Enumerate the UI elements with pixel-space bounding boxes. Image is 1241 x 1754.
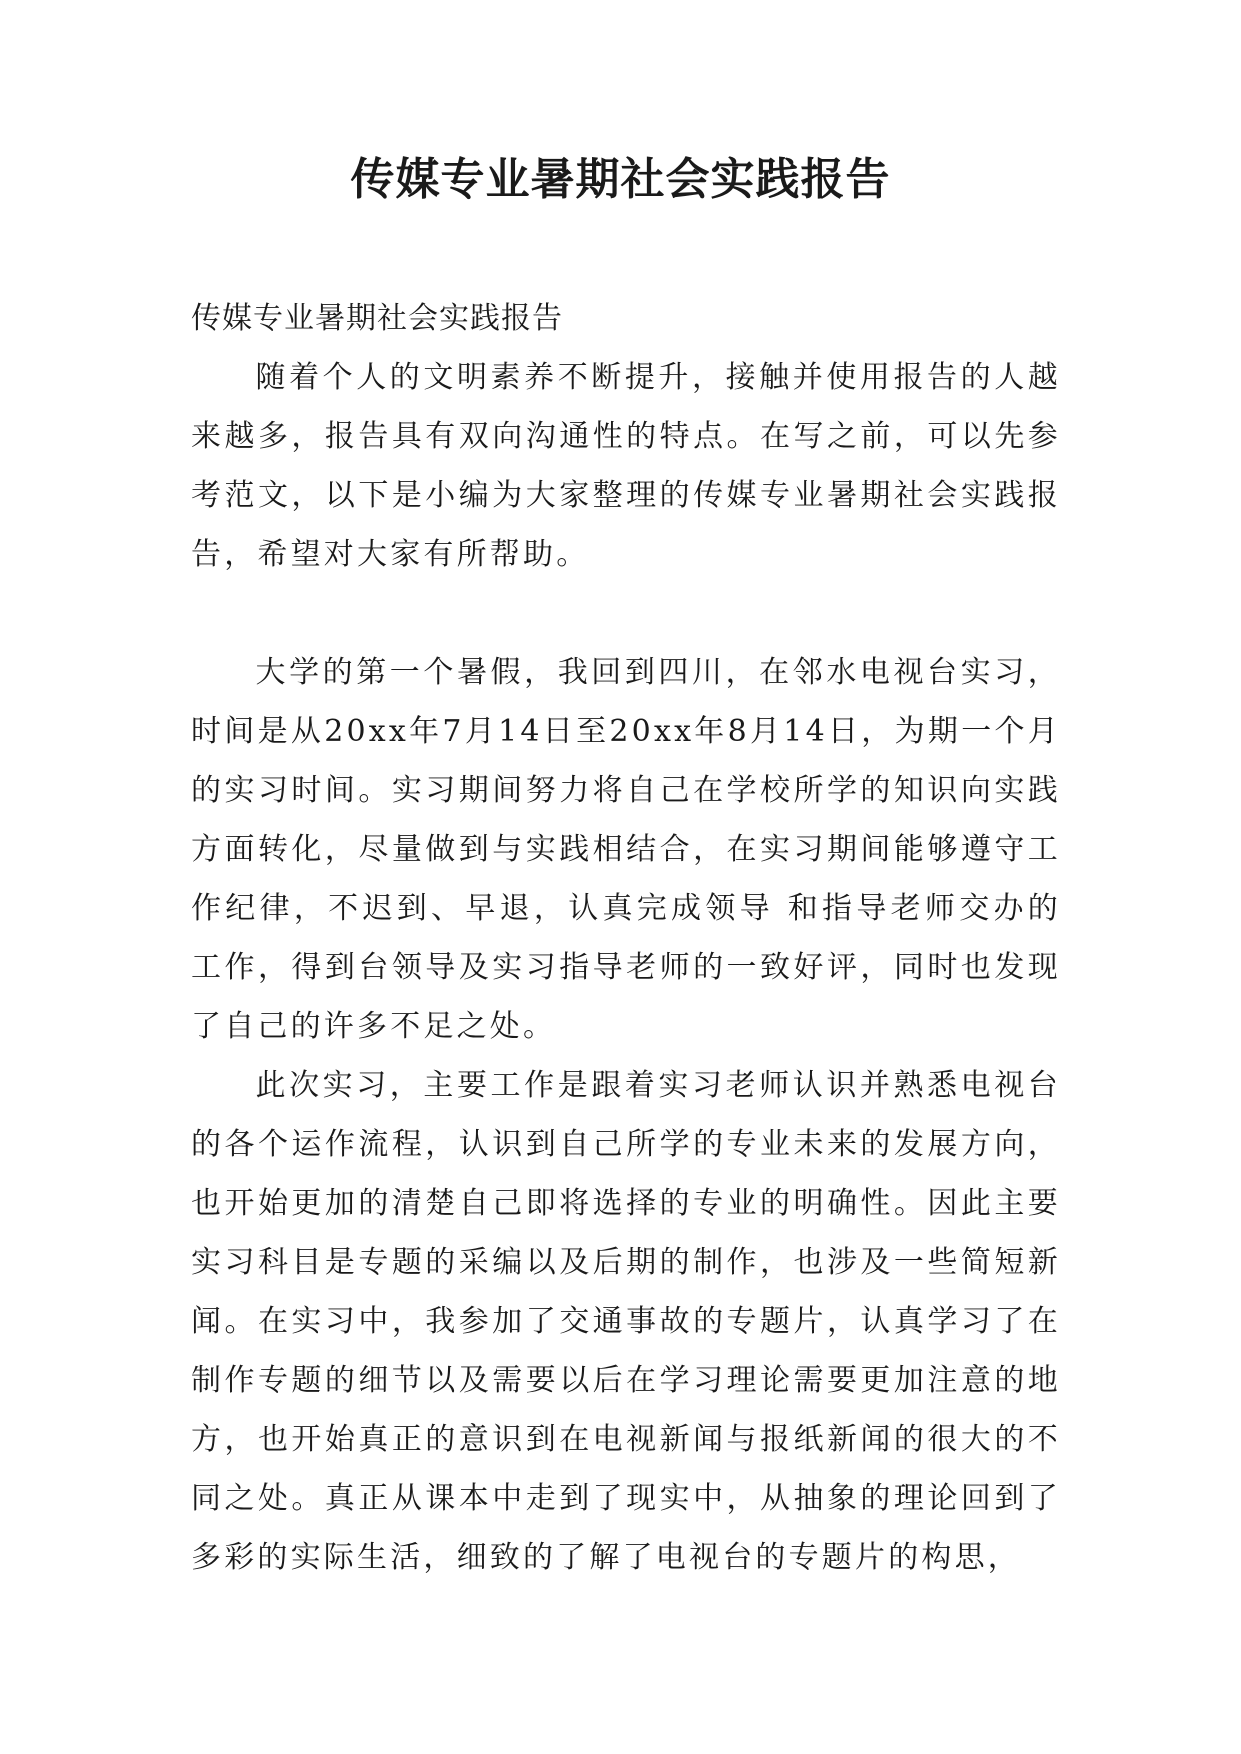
paragraph-intro: 随着个人的文明素养不断提升，接触并使用报告的人越来越多，报告具有双向沟通性的特点。在写之前，可以先参考范文，以下是小编为大家整理的传媒专业暑期社会实践报告，希望对大家有所帮助。	[191, 360, 1061, 572]
document-title: 传媒专业暑期社会实践报告	[350, 154, 891, 205]
paragraph-internship: 大学的第一个暑假，我回到四川，在邻水电视台实习，时间是从20xx年7月14日至20xx年8月14日，为期一个月的实习时间。实习期间努力将自己在学校所学的知识向实践方面转化，尽量做到与实践相结合，在实习期间能够遵守工作纪律，不迟到、早退，认真完成领导 和指导老师交办的工作，得到台领导及实习指导老师的一致好评，同时也发现了自己的许多不足之处。	[191, 655, 1061, 1044]
document-body	[191, 289, 1061, 1587]
paragraph-work: 此次实习，主要工作是跟着实习老师认识并熟悉电视台的各个运作流程，认识到自己所学的专业未来的发展方向，也开始更加的清楚自己即将选择的专业的明确性。因此主要实习科目是专题的采编以及后期的制作，也涉及一些简短新闻。在实习中，我参加了交通事故的专题片，认真学习了在制作专题的细节以及需要以后在学习理论需要更加注意的地方，也开始真正的意识到在电视新闻与报纸新闻的很大的不同之处。真正从课本中走到了现实中，从抽象的理论回到了多彩的实际生活，细致的了解了电视台的专题片的构思，	[191, 1068, 1061, 1575]
document-subtitle: 传媒专业暑期社会实践报告	[191, 301, 563, 336]
